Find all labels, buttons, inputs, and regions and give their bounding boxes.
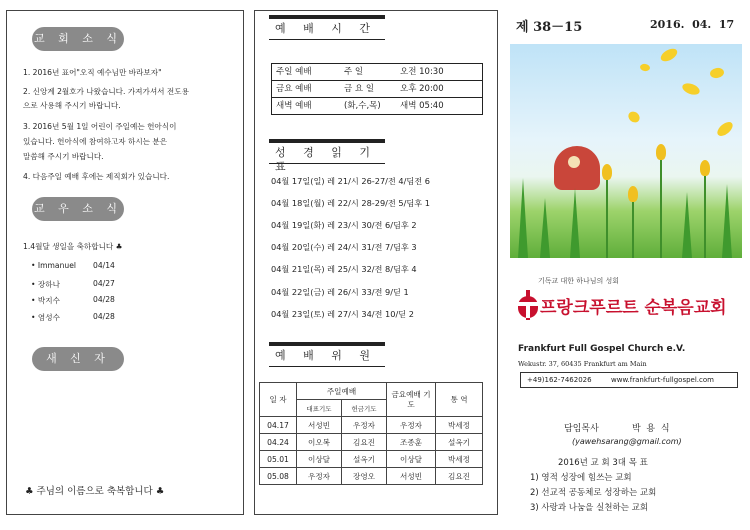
church-tagline: 기독교 대한 하나님의 성회	[538, 277, 620, 285]
table-row: 05.08 우정자 장영오 서성빈 김요진	[260, 468, 483, 485]
church-name-english: Frankfurt Full Gospel Church e.V.	[518, 344, 686, 354]
goal-item: 2) 선교적 공동체로 성장하는 교회	[530, 488, 657, 498]
table-row: 04.24 이오복 김요진 조종훈 설옥기	[260, 434, 483, 451]
goals-title: 2016년 교 회 3대 목 표	[558, 458, 648, 468]
contact-box	[520, 372, 738, 388]
news-line: 말씀해 주시기 바랍니다.	[23, 152, 104, 161]
birthday-item: • 박지수 04/28	[31, 295, 115, 305]
issue-date: 2016. 04. 17	[650, 18, 735, 31]
goal-item: 3) 사랑과 나눔을 실천하는 교회	[530, 503, 649, 513]
pastor-label: 담임목사	[564, 424, 599, 434]
news-panel	[6, 10, 244, 515]
birthday-item: • 염성수 04/28	[31, 312, 115, 322]
duty-header-friday: 금요예배 기도	[387, 383, 436, 417]
worship-title: 예 배 시 간	[269, 15, 385, 40]
duty-header-interpret: 통 역	[436, 383, 483, 417]
spring-meadow-illustration	[510, 44, 742, 258]
pastor-email[interactable]: (yawehsarang@gmail.com)	[572, 437, 682, 446]
table-row: 05.01 이상달 설옥기 이상달 박세정	[260, 451, 483, 468]
church-news-title: 교 회 소 식	[32, 27, 124, 51]
duty-header-sunday: 주일예배	[297, 383, 387, 400]
church-address: Wekustr. 37, 60435 Frankfurt am Main	[518, 360, 647, 368]
goal-item: 1) 영적 성장에 힘쓰는 교회	[530, 473, 632, 483]
bible-reading-title: 성 경 읽 기 표	[269, 139, 385, 164]
reading-row: 04월 20일(수) 레 24/시 31/전 7/딤후 3	[271, 242, 417, 252]
pastor-name: 박 용 식	[632, 424, 670, 434]
duty-header-prayer: 대표기도	[297, 400, 342, 417]
birthday-item: • Immanuel 04/14	[31, 261, 115, 270]
newcomers-title: 새 신 자	[32, 347, 124, 371]
news-line: 2. 신앙계 2월호가 나왔습니다. 가져가셔서 전도용	[23, 87, 189, 96]
phone-number: +49)162-7462026	[527, 376, 592, 384]
worship-times-box	[271, 63, 483, 115]
service-row: 금요 예배 금 요 일 오후 20:00	[272, 80, 482, 97]
reading-row: 04월 23일(토) 레 27/시 34/전 10/딛 2	[271, 309, 414, 319]
reading-row: 04월 18일(월) 레 22/시 28-29/전 5/딤후 1	[271, 198, 431, 208]
reading-row: 04월 19일(화) 레 23/시 30/전 6/딤후 2	[271, 220, 417, 230]
duty-table	[259, 382, 483, 485]
birthday-item: • 장하나 04/27	[31, 279, 115, 289]
church-cross-logo	[516, 290, 540, 320]
news-line: 1. 2016년 표어"오직 예수님만 바라보자"	[23, 68, 162, 77]
news-line: 있습니다. 헌아식에 참여하고자 하시는 분은	[23, 137, 168, 146]
news-line: 4. 다음주일 예배 후에는 제직회가 있습니다.	[23, 172, 170, 181]
members-news-title: 교 우 소 식	[32, 197, 124, 221]
website-link[interactable]: www.frankfurt-fullgospel.com	[611, 376, 714, 384]
cover-panel	[506, 10, 746, 515]
service-row: 주일 예배 주 일 오전 10:30	[276, 67, 444, 77]
schedule-panel	[254, 10, 498, 515]
reading-row: 04월 21일(목) 레 25/시 32/전 8/딤후 4	[271, 264, 417, 274]
service-row: 새벽 예배 (화,수,목) 새벽 05:40	[272, 97, 482, 114]
reading-row: 04월 17일(일) 레 21/시 26-27/전 4/딤전 6	[271, 176, 431, 186]
reading-row: 04월 22일(금) 레 26/시 33/전 9/딛 1	[271, 287, 409, 297]
footer-blessing: ♣ 주님의 이름으로 축복합니다 ♣	[25, 486, 165, 497]
news-line: 으로 사용해 주시기 바랍니다.	[23, 101, 121, 110]
church-name-korean: 프랑크푸르트 순복음교회	[540, 298, 727, 318]
news-line: 3. 2016년 5월 1일 어린이 주일예는 헌아식이	[23, 122, 177, 131]
duty-title: 예 배 위 원	[269, 342, 385, 367]
issue-number: 제 38－15	[516, 20, 583, 35]
birthday-heading: 1.4월달 생일을 축하합니다 ♣	[23, 242, 123, 251]
duty-header-date: 일 자	[260, 383, 297, 417]
duty-header-offering: 헌금기도	[342, 400, 387, 417]
table-row: 04.17 서성빈 우정자 우정자 박세정	[260, 417, 483, 434]
